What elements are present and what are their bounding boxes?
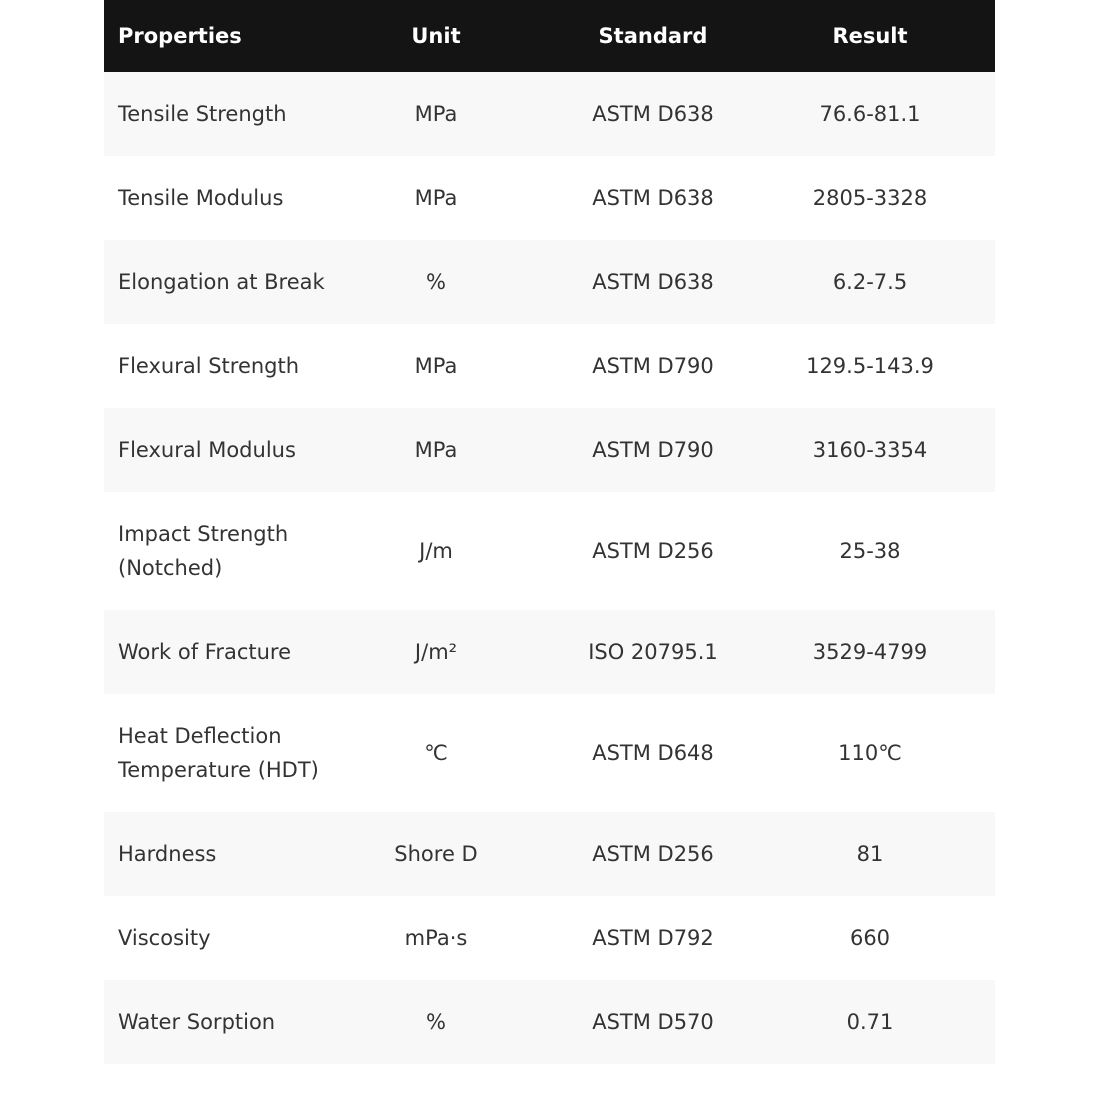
unit-cell: MPa [414,186,458,210]
header-standard: Standard [598,24,708,48]
standard-cell: ASTM D790 [592,438,714,462]
property-cell: Water Sorption [118,1010,276,1034]
unit-cell: mPa·s [404,926,468,950]
table-row [104,694,995,812]
standard-cell: ASTM D256 [592,842,714,866]
property-cell: Work of Fracture [118,640,292,664]
property-cell: Tensile Strength [118,102,287,126]
property-cell: Viscosity [118,926,211,950]
properties-table [104,0,995,1064]
result-cell: 660 [849,926,891,950]
result-cell: 2805-3328 [812,186,928,210]
standard-cell: ASTM D792 [592,926,714,950]
table-row [104,492,995,610]
result-cell: 129.5-143.9 [806,354,934,378]
header-properties: Properties [118,24,242,48]
standard-cell: ASTM D638 [592,186,714,210]
standard-cell: ISO 20795.1 [588,640,718,664]
table-row [104,240,995,324]
unit-cell: % [426,270,446,294]
standard-cell: ASTM D638 [592,270,714,294]
unit-cell: % [426,1010,446,1034]
standard-cell: ASTM D570 [592,1010,714,1034]
table-row [104,324,995,408]
table-row [104,72,995,156]
result-cell: 110℃ [838,741,902,765]
result-cell: 6.2-7.5 [832,270,908,294]
unit-cell: MPa [414,438,458,462]
unit-cell: J/m [419,539,453,563]
standard-cell: ASTM D648 [592,741,714,765]
result-cell: 3160-3354 [812,438,928,462]
result-cell: 25-38 [839,539,901,563]
property-cell: Hardness [118,842,217,866]
property-cell: Flexural Modulus [118,438,296,462]
standard-cell: ASTM D256 [592,539,714,563]
table-row [104,610,995,694]
standard-cell: ASTM D638 [592,102,714,126]
header-result: Result [832,24,908,48]
result-cell: 81 [856,842,884,866]
unit-cell: MPa [414,102,458,126]
property-cell: Heat Deflection Temperature (HDT) [118,724,319,782]
table-header [104,0,995,72]
standard-cell: ASTM D790 [592,354,714,378]
result-cell: 3529-4799 [812,640,928,664]
result-cell: 76.6-81.1 [819,102,921,126]
unit-cell: MPa [414,354,458,378]
unit-cell: Shore D [394,842,478,866]
unit-cell: J/m² [414,640,458,664]
table-row [104,896,995,980]
property-cell: Impact Strength (Notched) [118,522,289,580]
property-cell: Tensile Modulus [118,186,284,210]
property-cell: Elongation at Break [118,270,325,294]
table-row [104,408,995,492]
property-cell: Flexural Strength [118,354,300,378]
table-row [104,812,995,896]
unit-cell: ℃ [424,741,448,765]
header-unit: Unit [411,24,461,48]
table-row [104,980,995,1064]
table-row [104,156,995,240]
result-cell: 0.71 [846,1010,894,1034]
